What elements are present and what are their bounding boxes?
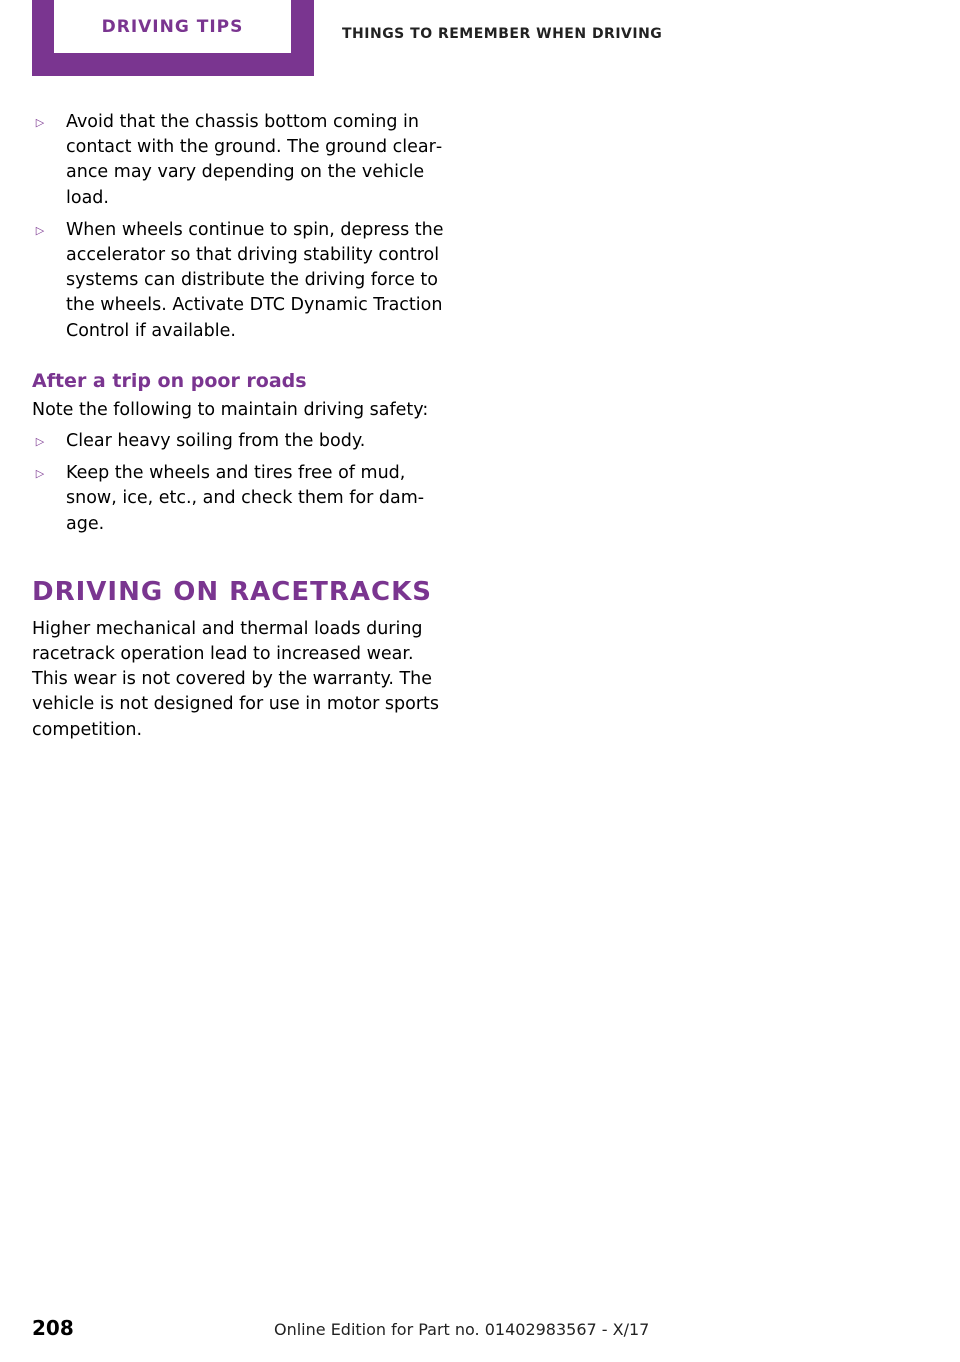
list-item-text: Avoid that the chassis bottom coming in contact with the ground. The ground clear‐ance may vary depending on the vehicle load. [66,112,443,208]
page-number: 208 [32,1316,74,1340]
chapter-tab-label: DRIVING TIPS [101,16,244,37]
triangle-bullet-icon: ▷ [35,116,45,129]
chapter-tab-inner [54,0,291,53]
triangle-bullet-icon: ▷ [35,435,45,449]
list-item-text: Clear heavy soiling from the body. [66,431,366,452]
triangle-bullet-icon: ▷ [35,223,45,237]
section-header-title: THINGS TO REMEMBER WHEN DRIVING [342,26,663,42]
list-item [32,461,452,537]
edition-footer: Online Edition for Part no. 01402983567 - X/17 [274,1320,650,1339]
main-content [32,110,452,749]
list-item [32,110,452,211]
triangle-bullet-icon: ▷ [35,467,45,481]
list-item-text: When wheels continue to spin, depress the accelerator so that driving stability control systems can distribute the driving force to the wheels. Activate DTC Dynamic Traction Control if available. [66,219,444,341]
poor-roads-intro: Note the following to maintain driving safety: [32,399,429,420]
list-item [32,429,452,454]
racetracks-title: DRIVING ON RACETRACKS [32,576,432,607]
list-item [32,218,452,344]
racetracks-body: Higher mechanical and thermal loads during racetrack operation lead to increased wear. This wear is not covered by the warranty. The vehicle is not designed for use in motor sports competition. [32,618,440,740]
list-item-text: Keep the wheels and tires free of mud, snow, ice, etc., and check them for dam‐age. [66,463,425,534]
chapter-tab [32,0,314,76]
poor-roads-heading: After a trip on poor roads [32,369,307,392]
